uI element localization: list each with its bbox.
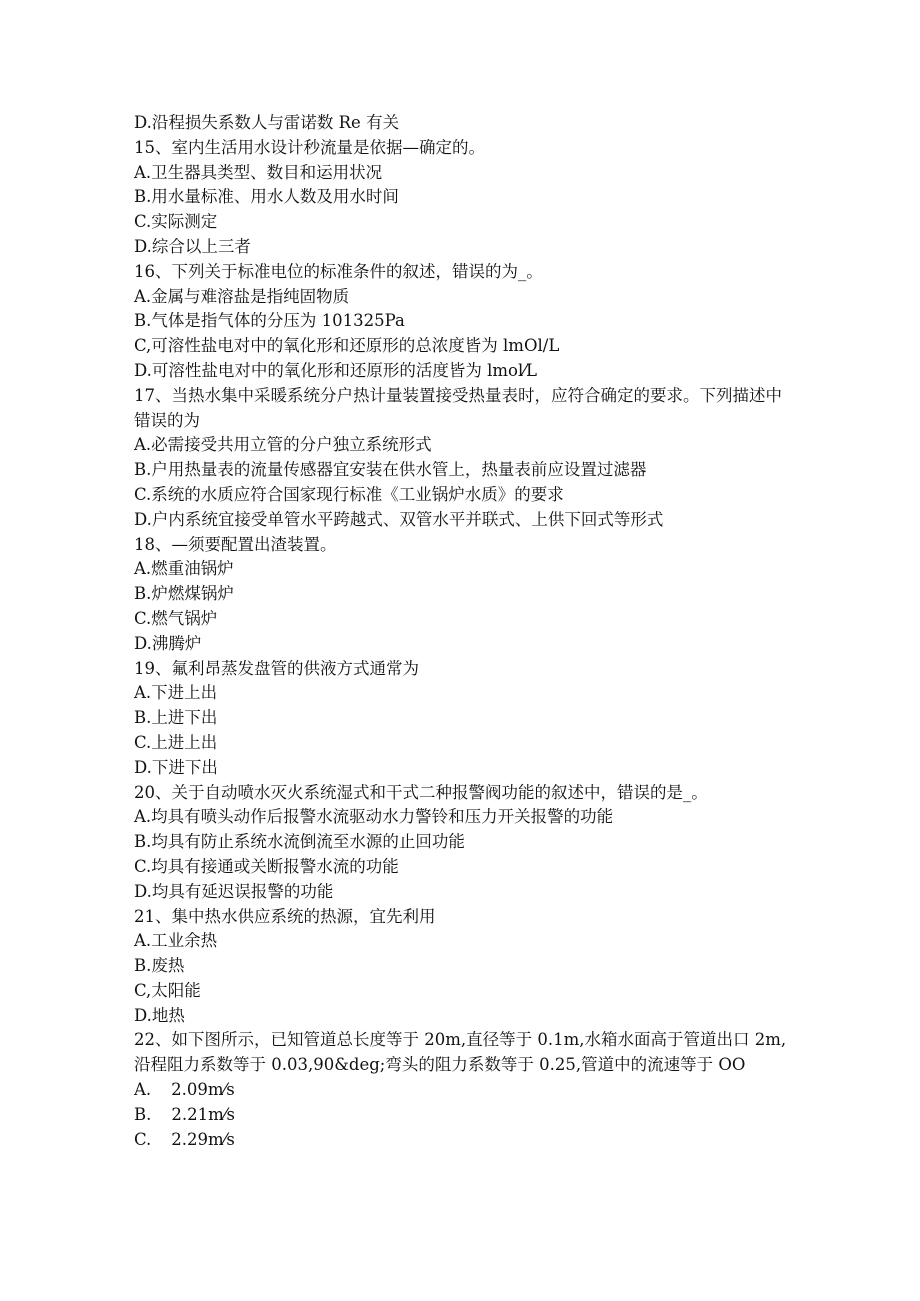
option-line: A.下进上出 xyxy=(134,683,218,703)
option-value: 2.21m⁄s xyxy=(171,1104,235,1124)
document-body xyxy=(134,111,794,1152)
option-line: B.气体是指气体的分压为 101325Pa xyxy=(134,311,405,331)
option-line: D.综合以上三者 xyxy=(134,236,251,256)
option-value: 2.09m⁄s xyxy=(171,1080,235,1100)
option-line: C.实际测定 xyxy=(134,212,218,232)
option-line: D.均具有延迟误报警的功能 xyxy=(134,881,334,901)
option-letter: B. xyxy=(134,1104,152,1124)
option-line: B.用水量标准、用水人数及用水时间 xyxy=(134,187,399,207)
question-19: 19、氟利昂蒸发盘管的供液方式通常为 xyxy=(134,658,419,678)
option-line: A.均具有喷头动作后报警水流驱动水力警铃和压力开关报警的功能 xyxy=(134,807,614,827)
option-line: C,可溶性盐电对中的氧化形和还原形的总浓度皆为 lmOl/L xyxy=(134,336,560,356)
question-15: 15、室内生活用水设计秒流量是依据—确定的。 xyxy=(134,137,485,157)
question-17: 17、当热水集中采暖系统分户热计量装置接受热量表时，应符合确定的要求。下列描述中错误的为 xyxy=(134,385,782,430)
option-line: D.可溶性盐电对中的氧化形和还原形的活度皆为 lmol⁄L xyxy=(134,360,537,380)
option-line xyxy=(134,1103,794,1128)
option-line: D.沸腾炉 xyxy=(134,633,202,653)
option-line: B.均具有防止系统水流倒流至水源的止回功能 xyxy=(134,832,465,852)
question-18: 18、—须要配置出渣装置。 xyxy=(134,534,337,554)
option-line: A.必需接受共用立管的分户独立系统形式 xyxy=(134,435,432,455)
text-line: D.沿程损失系数人与雷诺数 Re 有关 xyxy=(134,113,400,132)
option-line: B.炉燃煤锅炉 xyxy=(134,584,234,604)
option-letter: A. xyxy=(134,1080,152,1100)
option-line: C.上进上出 xyxy=(134,732,218,752)
option-line: B.户用热量表的流量传感器宜安装在供水管上，热量表前应设置过滤器 xyxy=(134,460,647,480)
option-line: A.金属与难溶盐是指纯固物质 xyxy=(134,286,350,306)
question-16: 16、下列关于标准电位的标准条件的叙述，错误的为_。 xyxy=(134,261,543,281)
option-line: C.燃气锅炉 xyxy=(134,608,218,628)
option-letter: C. xyxy=(134,1129,152,1149)
option-value: 2.29m⁄s xyxy=(171,1129,235,1149)
question-21: 21、集中热水供应系统的热源，宜先利用 xyxy=(134,906,436,926)
question-20: 20、关于自动喷水灭火系统湿式和干式二种报警阀功能的叙述中，错误的是_。 xyxy=(134,782,708,802)
option-line: D.地热 xyxy=(134,1005,185,1025)
option-line: C,太阳能 xyxy=(134,980,201,1000)
option-line xyxy=(134,1078,794,1103)
option-line: C.系统的水质应符合国家现行标准《工业锅炉水质》的要求 xyxy=(134,484,564,504)
option-line: B.废热 xyxy=(134,956,185,976)
option-line: D.下进下出 xyxy=(134,757,218,777)
question-22: 22、如下图所示，已知管道总长度等于 20m,直径等于 0.1m,水箱水面高于管道出口 2m,沿程阻力系数等于 0.03,90&deg;弯头的阻力系数等于 0.25,管道中的流速等于 OO xyxy=(134,1030,787,1075)
option-line: C.均具有接通或关断报警水流的功能 xyxy=(134,856,399,876)
option-line: B.上进下出 xyxy=(134,708,218,728)
option-line: D.户内系统宜接受单管水平跨越式、双管水平并联式、上供下回式等形式 xyxy=(134,509,664,529)
option-line: A.燃重油锅炉 xyxy=(134,559,234,579)
option-line: A.卫生器具类型、数目和运用状况 xyxy=(134,162,383,182)
option-line xyxy=(134,1128,794,1153)
option-line: A.工业余热 xyxy=(134,931,218,951)
